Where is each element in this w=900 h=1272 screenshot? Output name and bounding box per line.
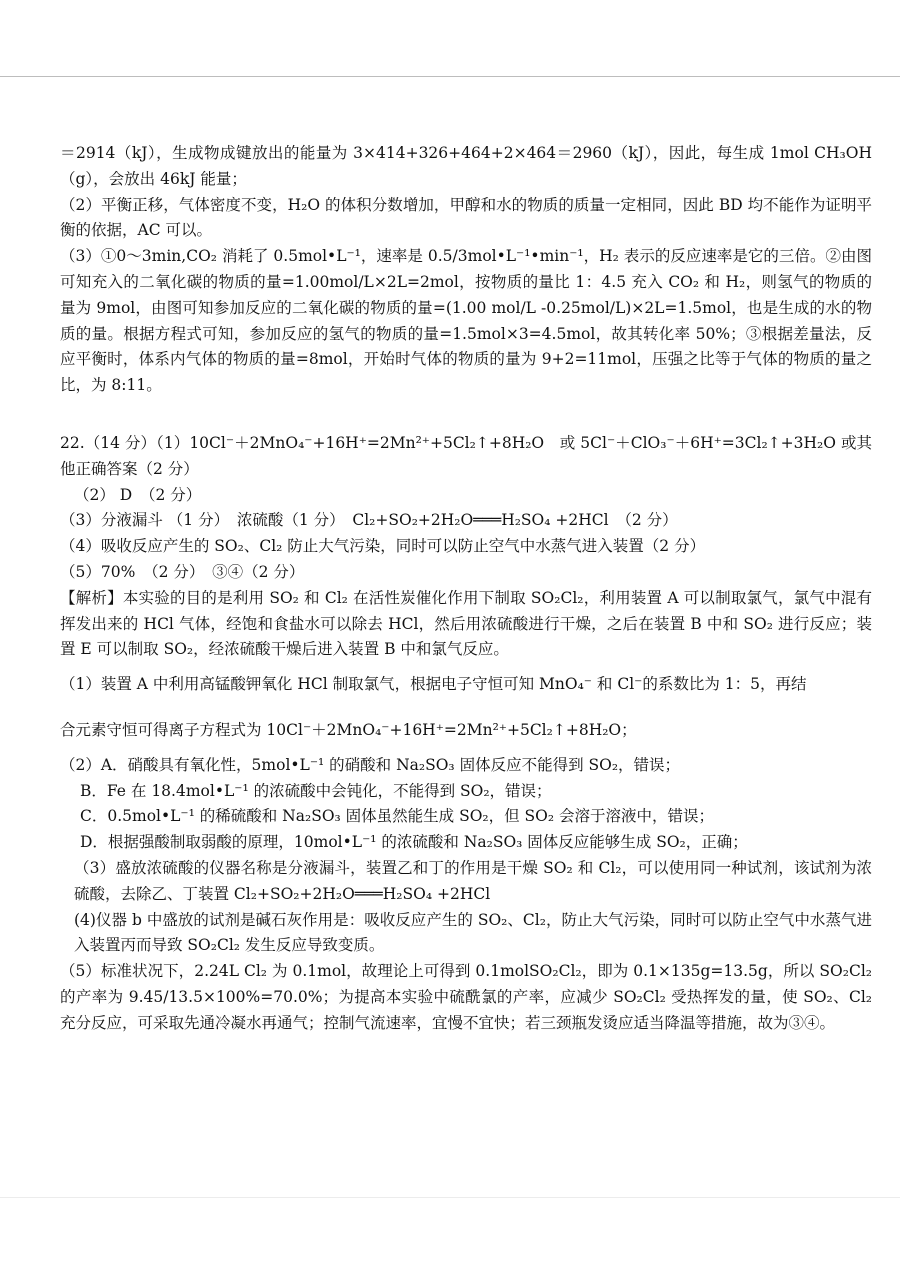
top-rule	[0, 76, 900, 77]
bottom-rule	[0, 1197, 900, 1198]
para-22-q1-answer: 22.（14 分）（1）10Cl⁻＋2MnO₄⁻+16H⁺=2Mn²⁺+5Cl₂↑+8H₂O 或 5Cl⁻＋ClO₃⁻＋6H⁺=3Cl₂↑+3H₂O 或其他正确答案（2 分）	[60, 433, 872, 478]
para-analysis-q3: （3）盛放浓硫酸的仪器名称是分液漏斗，装置乙和丁的作用是干燥 SO₂ 和 Cl₂，可以使用同一种试剂，该试剂为浓硫酸，去除乙、丁装置 Cl₂+SO₂+2H₂O═══H₂SO₄ +2HCl	[74, 858, 872, 903]
para-22-q3-answer: （3）分液漏斗 （1 分） 浓硫酸（1 分） Cl₂+SO₂+2H₂O═══H₂SO₄ +2HCl （2 分）	[60, 511, 678, 530]
para-analysis-q1-a: （1）装置 A 中利用高锰酸钾氧化 HCl 制取氯气，根据电子守恒可知 MnO₄⁻ 和 Cl⁻的系数比为 1：5，再结	[60, 675, 807, 694]
para-analysis-q4: (4)仪器 b 中盛放的试剂是碱石灰作用是：吸收反应产生的 SO₂、Cl₂，防止大气污染，同时可以防止空气中水蒸气进入装置丙而导致 SO₂Cl₂ 发生反应导致变质。	[74, 910, 872, 955]
para-analysis-q2-b: B．Fe 在 18.4mol•L⁻¹ 的浓硫酸中会钝化，不能得到 SO₂，错误；	[80, 781, 552, 800]
para-q2-equilibrium: （2）平衡正移，气体密度不变，H₂O 的体积分数增加，甲醇和水的物质的质量一定相同，因此 BD 均不能作为证明平衡的依据，AC 可以。	[60, 195, 872, 240]
para-analysis-q5: （5）标准状况下，2.24L Cl₂ 为 0.1mol，故理论上可得到 0.1molSO₂Cl₂，即为 0.1×135g=13.5g，所以 SO₂Cl₂ 的产率为 9.45/13.5×100%=70.0%；为提高本实验中硫酰氯的产率，应减少 SO₂Cl₂ 受热挥发的量，使 SO₂、Cl₂ 充分反应，可采取先通冷凝水再通气；控制气流速率，宜慢不宜快；若三颈瓶发烫应适当降温等措施，故为③④。	[60, 962, 872, 1032]
para-energy-calc: ＝2914（kJ），生成物成键放出的能量为 3×414+326+464+2×464＝2960（kJ），因此，每生成 1mol CH₃OH（g），会放出 46kJ 能量；	[60, 144, 872, 188]
para-22-q4-answer: （4）吸收反应产生的 SO₂、Cl₂ 防止大气污染，同时可以防止空气中水蒸气进入装置（2 分）	[60, 537, 706, 556]
para-q3-rate: （3）①0～3min,CO₂ 消耗了 0.5mol•L⁻¹，速率是 0.5/3mol•L⁻¹•min⁻¹，H₂ 表示的反应速率是它的三倍。②由图可知充入的二氧化碳的物质的量=1.00mol/L×2L=2mol，按物质的量比 1：4.5 充入 CO₂ 和 H₂，则氢气的物质的量为 9mol，由图可知参加反应的二氧化碳的物质的量=(1.00 mol/L -0.25mol/L)×2L=1.5mol，也是生成的水的物质的量。根据方程式可知，参加反应的氢气的物质的量=1.5mol×3=4.5mol，故其转化率 50%；③根据差量法，反应平衡时，体系内气体的物质的量=8mol，开始时气体的物质的量为 9+2=11mol，压强之比等于气体的物质的量之比，为 8:11。	[60, 247, 872, 395]
para-22-q5-answer: （5）70% （2 分） ③④（2 分）	[60, 562, 305, 581]
para-analysis: 【解析】本实验的目的是利用 SO₂ 和 Cl₂ 在活性炭催化作用下制取 SO₂Cl₂，利用装置 A 可以制取氯气，氯气中混有挥发出来的 HCl 气体，经饱和食盐水可以除去 HCl，然后用浓硫酸进行干燥，之后在装置 B 中和 SO₂ 进行反应；装置 E 可以制取 SO₂，经浓硫酸干燥后进入装置 B 中和氯气反应。	[60, 588, 872, 659]
answer-document	[60, 141, 872, 1037]
para-analysis-q2-c: C．0.5mol•L⁻¹ 的稀硫酸和 Na₂SO₃ 固体虽然能生成 SO₂，但 SO₂ 会溶于溶液中，错误；	[80, 807, 715, 826]
para-22-q2-answer: （2） D （2 分）	[74, 485, 202, 504]
para-analysis-q2-d: D．根据强酸制取弱酸的原理，10mol•L⁻¹ 的浓硫酸和 Na₂SO₃ 固体反应能够生成 SO₂，正确；	[80, 833, 748, 852]
para-analysis-q1-b: 合元素守恒可得离子方程式为 10Cl⁻＋2MnO₄⁻+16H⁺=2Mn²⁺+5Cl₂↑+8H₂O；	[60, 720, 637, 739]
para-analysis-q2-a: （2）A．硝酸具有氧化性，5mol•L⁻¹ 的硝酸和 Na₂SO₃ 固体反应不能得到 SO₂，错误；	[60, 755, 681, 774]
